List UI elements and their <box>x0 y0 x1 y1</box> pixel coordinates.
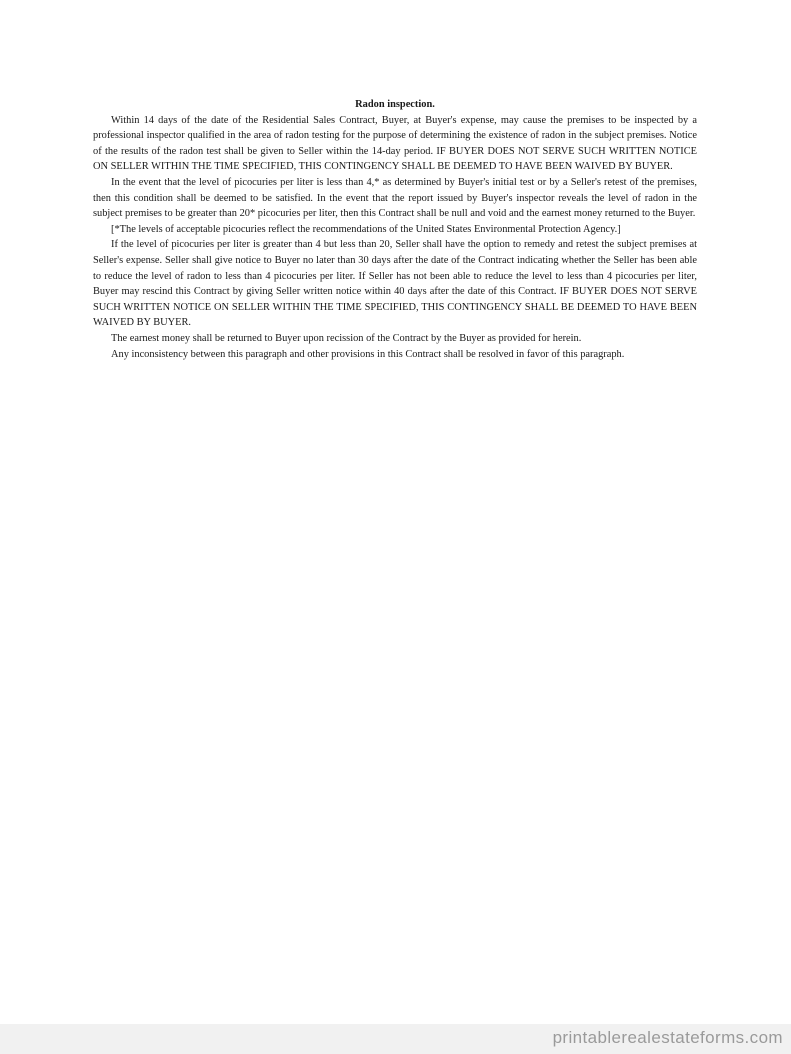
paragraph-inconsistency: Any inconsistency between this paragraph and other provisions in this Contract shall be resolved in favor of this paragraph. <box>111 348 625 360</box>
paragraph-earnest-money: The earnest money shall be returned to Buyer upon recission of the Contract by the Buyer as provided for herein. <box>111 332 582 344</box>
paragraph-epa-note: [*The levels of acceptable picocuries reflect the recommendations of the United States Environmental Protection Agency.] <box>111 223 621 235</box>
paragraph-picocurie-levels: In the event that the level of picocuries per liter is less than 4,* as determined by Buyer's initial test or by a Seller's retest of the premises, then this condition shall be deemed to be satisfied. In the event that the report issued by Buyer's inspector reveals the level of radon in the subject premises to be greater than 20* picocuries per liter, then this Contract shall be null and void and the earnest money returned to the Buyer. <box>93 176 697 220</box>
paragraph-remedy-option: If the level of picocuries per liter is greater than 4 but less than 20, Seller shall have the option to remedy and retest the subject premises at Seller's expense. Seller shall give notice to Buyer no later than 30 days after the date of the Contract indicating whether the Seller has been able to reduce the level of radon to less than 4 picocuries per liter. If Seller has not been able to reduce the level to less than 4 picocuries per liter, Buyer may rescind this Contract by giving Seller written notice within 40 days after the date of this Contract. IF BUYER DOES NOT SERVE SUCH WRITTEN NOTICE ON SELLER WITHIN THE TIME SPECIFIED, THIS CONTINGENCY SHALL BE DEEMED TO HAVE BEEN WAIVED BY BUYER. <box>93 239 697 329</box>
document-title: Radon inspection. <box>355 99 435 110</box>
footer-watermark: printablerealestateforms.com <box>552 1028 783 1047</box>
footer-bar <box>0 1024 791 1054</box>
paragraph-inspection-period: Within 14 days of the date of the Residential Sales Contract, Buyer, at Buyer's expense, may cause the premises to be inspected by a professional inspector qualified in the area of radon testing for the purpose of determining the existence of radon in the subject premises. Notice of the results of the radon test shall be given to Seller within the 14-day period. IF BUYER DOES NOT SERVE SUCH WRITTEN NOTICE ON SELLER WITHIN THE TIME SPECIFIED, THIS CONTINGENCY SHALL BE DEEMED TO HAVE BEEN WAIVED BY BUYER. <box>93 114 697 173</box>
document-body <box>93 97 697 362</box>
